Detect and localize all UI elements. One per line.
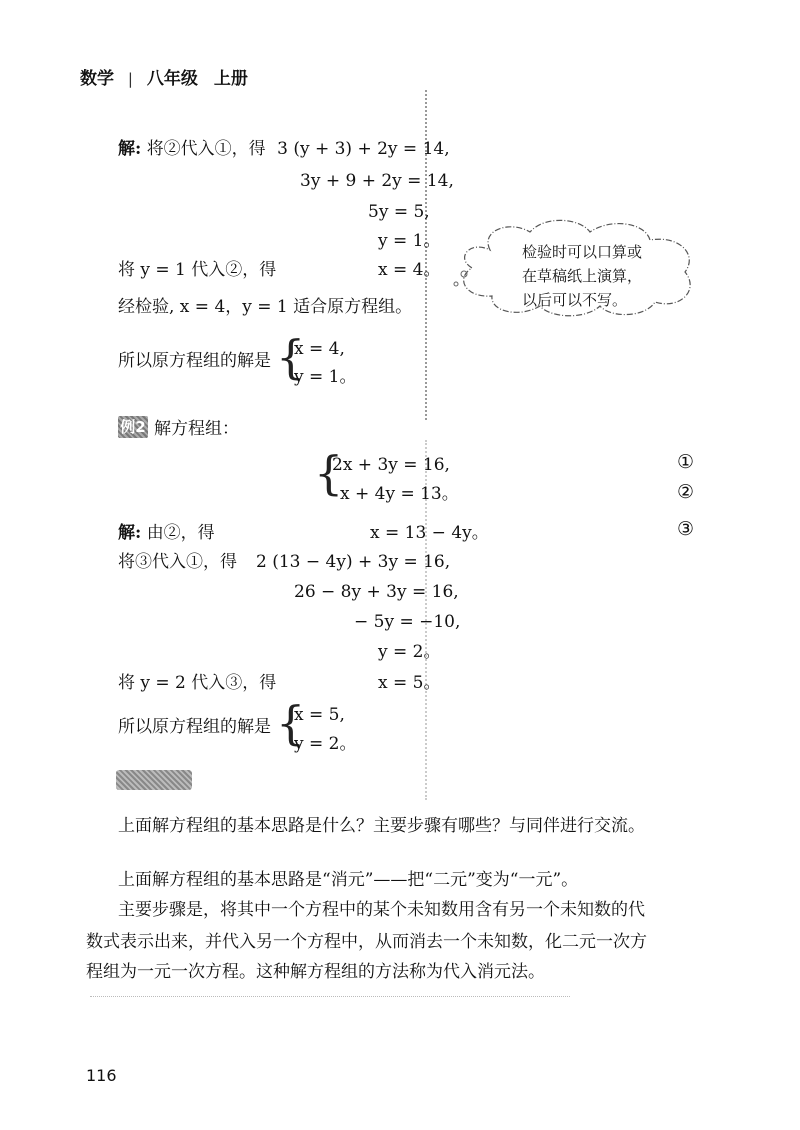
cloud-note	[522, 240, 642, 312]
header-volume: 上册	[213, 69, 248, 89]
solution-label: 解:	[118, 139, 142, 159]
cloud-note-line2: 在草稿纸上演算，	[522, 267, 643, 285]
ex1-line1-text: 将②代入①，得	[146, 139, 266, 159]
ex1-line2-eq: 3y + 9 + 2y = 14,	[300, 171, 454, 191]
header-subject: 数学	[80, 69, 114, 89]
ex1-sol-y: y = 1。	[294, 367, 357, 387]
summary-paragraph-2-line1: 主要步骤是，将其中一个方程中的某个未知数用含有另一个未知数的代	[118, 900, 645, 920]
ex2-step1-text: 由②，得	[146, 523, 215, 543]
ex2-system-brace: {	[314, 446, 344, 500]
ex1-line4-eq: y = 1。	[378, 231, 441, 251]
page-number: 116	[86, 1066, 117, 1085]
think-discuss-icon	[116, 770, 192, 790]
ex2-solution-brace: {	[276, 696, 306, 750]
ex1-check: 经检验, x = 4，y = 1 适合原方程组。	[118, 297, 413, 317]
ex2-sol-y: y = 2。	[294, 734, 357, 754]
ex1-line5-text: 将 y = 1 代入②，得	[118, 260, 277, 280]
ex2-step2-eq: 2 (13 − 4y) + 3y = 16,	[256, 552, 451, 572]
example-2-title: 解方程组：	[154, 419, 239, 439]
ex1-line1	[118, 138, 450, 160]
ex2-step6-eq: x = 5。	[378, 673, 441, 693]
ex2-step2-text: 将③代入①，得	[118, 552, 237, 572]
running-header	[80, 64, 248, 89]
ex2-step5-eq: y = 2。	[378, 642, 441, 662]
cloud-note-line3: 以后可以不写。	[522, 291, 628, 309]
ex2-eq1: 2x + 3y = 16,	[332, 455, 450, 475]
ex1-line5-eq: x = 4。	[378, 260, 441, 280]
summary-paragraph-2-line3: 程组为一元一次方程。这种解方程组的方法称为代入消元法。	[86, 962, 545, 982]
header-separator: |	[127, 70, 133, 88]
scan-artifact-line	[90, 996, 570, 997]
summary-paragraph-1: 上面解方程组的基本思路是“消元”——把“二元”变为“一元”。	[118, 870, 579, 890]
ex2-step6-text: 将 y = 2 代入③，得	[118, 673, 277, 693]
ex2-eq1-number: ①	[677, 451, 695, 473]
ex1-brace: {	[276, 330, 306, 384]
example-2-label: 例2	[118, 416, 148, 438]
ex1-line3-eq: 5y = 5,	[368, 202, 430, 222]
ex2-step4-eq: − 5y = −10,	[354, 612, 461, 632]
ex2-step3-eq: 26 − 8y + 3y = 16,	[294, 582, 459, 602]
ex2-eq2-number: ②	[677, 481, 695, 503]
ex1-sol-x: x = 4,	[294, 339, 345, 359]
ex1-line1-eq: 3 (y + 3) + 2y = 14,	[277, 139, 450, 159]
discussion-question: 上面解方程组的基本思路是什么？主要步骤有哪些？与同伴进行交流。	[118, 816, 645, 836]
ex2-solution-label: 解:	[118, 523, 142, 543]
ex2-conclusion: 所以原方程组的解是	[118, 717, 271, 737]
ex2-sol-x: x = 5,	[294, 705, 345, 725]
ex2-step1	[118, 522, 215, 544]
ex2-step1-number: ③	[677, 518, 695, 540]
ex2-step1-eq: x = 13 − 4y。	[370, 523, 489, 543]
header-grade: 八年级	[146, 69, 198, 89]
cloud-note-line1: 检验时可以口算或	[522, 243, 643, 261]
summary-paragraph-2-line2: 数式表示出来，并代入另一个方程中，从而消去一个未知数，化二元一次方	[86, 932, 647, 952]
ex1-conclusion: 所以原方程组的解是	[118, 351, 271, 371]
ex2-eq2: x + 4y = 13。	[340, 484, 459, 504]
